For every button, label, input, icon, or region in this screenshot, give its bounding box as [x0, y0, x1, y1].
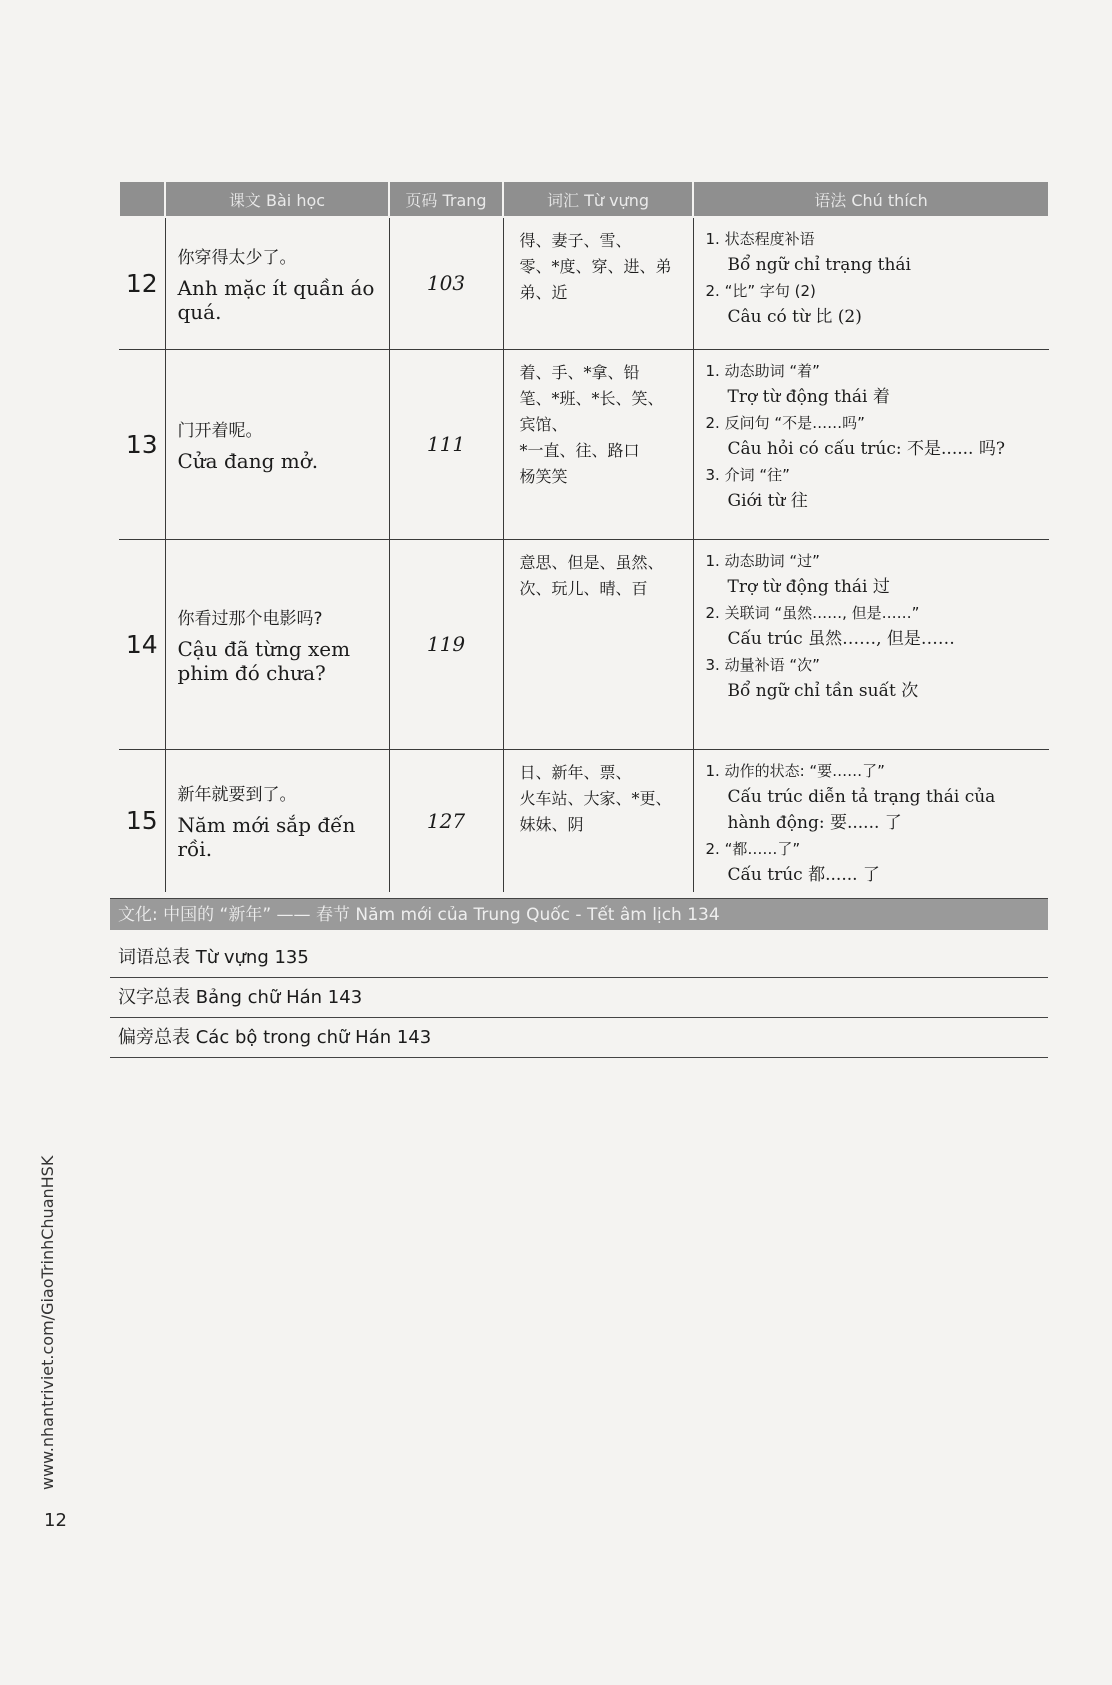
grammar-desc: Cấu trúc 都...... 了 — [727, 864, 880, 885]
grammar-desc: Trợ từ động thái 过 — [727, 576, 890, 597]
vocab-line: 意思、但是、虽然、 — [519, 552, 664, 572]
lesson-title — [165, 539, 389, 749]
lesson-row — [119, 749, 1049, 892]
lesson-page: 111 — [389, 349, 503, 539]
vocab-line: 零、*度、穿、进、弟 — [519, 257, 672, 276]
grammar-desc: Bổ ngữ chỉ trạng thái — [727, 255, 911, 275]
lesson-title-zh: 你看过那个电影吗? — [177, 608, 323, 629]
vocab-line: 杨笑笑 — [519, 466, 568, 486]
lesson-title — [165, 349, 389, 539]
grammar-title: 1. 动态助词 “过” — [705, 551, 820, 570]
lesson-vocab — [503, 539, 693, 749]
lesson-number: 13 — [119, 349, 165, 539]
vocab-line: 宾馆、 — [519, 414, 568, 434]
header-lesson: 课文 Bài học — [165, 181, 389, 217]
header-num — [119, 181, 165, 217]
lesson-number: 15 — [119, 749, 165, 892]
vocab-line: 笔、*班、*长、笑、 — [519, 388, 664, 408]
header-page: 页码 Trang — [389, 181, 503, 217]
vocab-line: 次、玩儿、晴、百 — [519, 578, 648, 598]
grammar-desc: Giới từ 往 — [727, 490, 808, 511]
lesson-title-vi: Năm mới sắp đến rồi. — [177, 813, 356, 861]
header-grammar: 语法 Chú thích — [693, 181, 1049, 217]
vocab-line: 得、妻子、雪、 — [519, 231, 632, 250]
lesson-vocab — [503, 749, 693, 892]
header-vocab: 词汇 Từ vựng — [503, 181, 693, 217]
lesson-title-zh: 新年就要到了。 — [177, 785, 297, 805]
vocab-line: 着、手、*拿、铅 — [519, 362, 640, 382]
grammar-title: 2. 反问句 “不是……吗” — [705, 413, 865, 432]
index-vocabulary: 词语总表 Từ vựng 135 — [110, 938, 1048, 978]
vocab-line: 弟、近 — [519, 283, 568, 302]
lesson-row — [119, 349, 1049, 539]
grammar-title: 2. “都……了” — [705, 839, 801, 858]
lesson-title-vi: Cậu đã từng xem phim đó chưa? — [177, 636, 351, 685]
grammar-desc: Trợ từ động thái 着 — [727, 386, 890, 407]
grammar-title: 3. 介词 “往” — [705, 465, 790, 484]
lesson-row — [119, 217, 1049, 349]
side-url: www.nhantriviet.com/GiaoTrinhChuanHSK — [38, 1155, 57, 1490]
lesson-title — [165, 217, 389, 349]
index-characters: 汉字总表 Bảng chữ Hán 143 — [110, 978, 1048, 1018]
grammar-desc: Bổ ngữ chỉ tần suất 次 — [727, 680, 919, 701]
lesson-row — [119, 539, 1049, 749]
lesson-grammar — [693, 217, 1049, 349]
grammar-desc: Cấu trúc diễn tả trạng thái của hành động: 要...... 了 — [727, 786, 996, 833]
lesson-number: 12 — [119, 217, 165, 349]
lesson-page: 119 — [389, 539, 503, 749]
lesson-title-zh: 门开着呢。 — [177, 420, 263, 441]
page-number: 12 — [44, 1510, 67, 1531]
grammar-desc: Câu có từ 比 (2) — [727, 307, 862, 327]
grammar-desc: Cấu trúc 虽然……, 但是…… — [727, 628, 955, 649]
lesson-grammar — [693, 349, 1049, 539]
vocab-line: *一直、往、路口 — [519, 440, 640, 460]
table-header — [119, 181, 1049, 217]
lesson-page: 103 — [389, 217, 503, 349]
lesson-grammar — [693, 749, 1049, 892]
lesson-page: 127 — [389, 749, 503, 892]
lesson-title-zh: 你穿得太少了。 — [177, 247, 297, 268]
lesson-title-vi: Anh mặc ít quần áo quá. — [177, 275, 375, 324]
lesson-vocab — [503, 217, 693, 349]
lesson-number: 14 — [119, 539, 165, 749]
lesson-title-vi: Cửa đang mở. — [177, 448, 319, 473]
vocab-line: 日、新年、票、 — [519, 762, 632, 782]
grammar-desc: Câu hỏi có cấu trúc: 不是...... 吗? — [727, 438, 1005, 459]
index-radicals: 偏旁总表 Các bộ trong chữ Hán 143 — [110, 1018, 1048, 1058]
vocab-line: 妹妹、阴 — [519, 814, 584, 834]
lesson-vocab — [503, 349, 693, 539]
grammar-title: 1. 动态助词 “着” — [705, 361, 820, 380]
grammar-title: 2. 关联词 “虽然……, 但是……” — [705, 603, 920, 622]
grammar-title: 3. 动量补语 “次” — [705, 655, 820, 674]
lesson-title — [165, 749, 389, 892]
grammar-title: 1. 动作的状态: “要……了” — [705, 761, 885, 780]
grammar-title: 1. 状态程度补语 — [705, 230, 815, 248]
culture-section: 文化: 中国的 “新年” —— 春节 Năm mới của Trung Quốc - Tết âm lịch 134 — [110, 898, 1048, 930]
lesson-grammar — [693, 539, 1049, 749]
contents-table — [118, 180, 1050, 892]
vocab-line: 火车站、大家、*更、 — [519, 788, 672, 808]
grammar-title: 2. “比” 字句 (2) — [705, 282, 816, 300]
